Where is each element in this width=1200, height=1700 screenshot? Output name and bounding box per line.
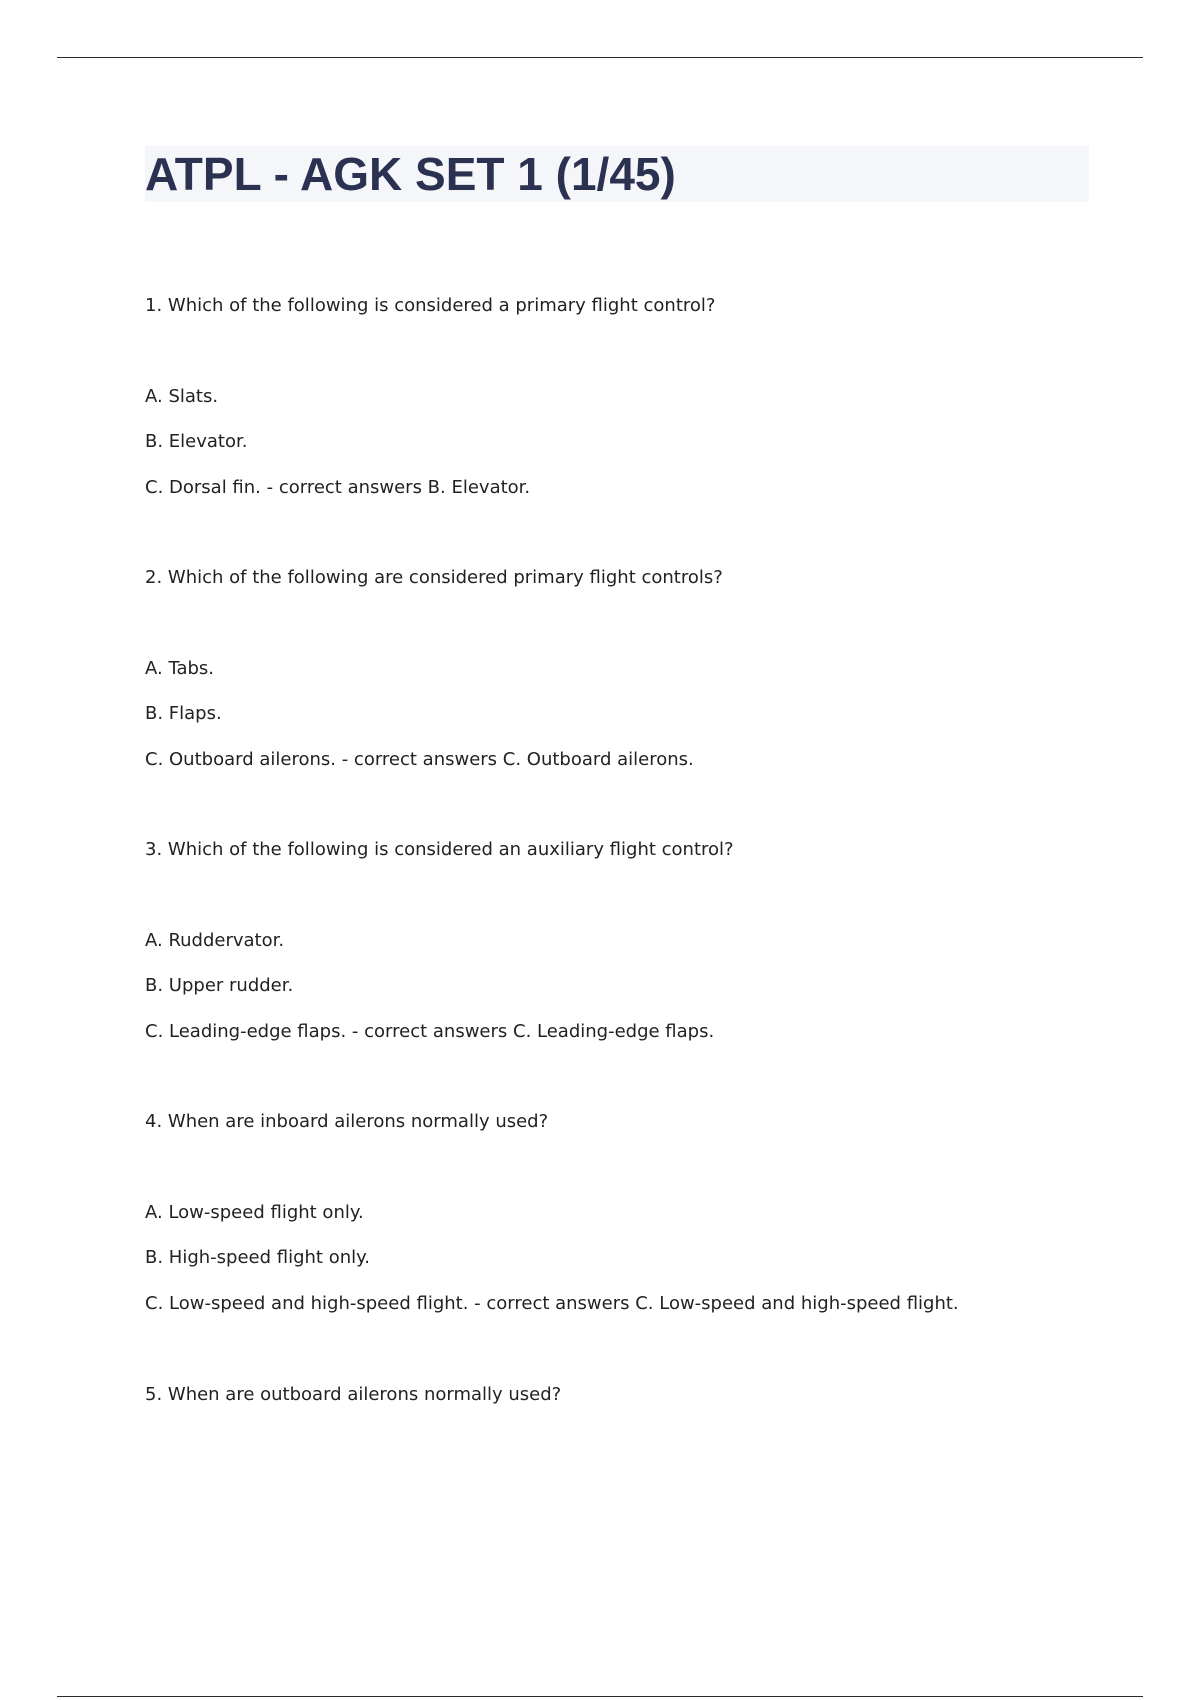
option-c-with-answer: C. Leading-edge flaps. - correct answers C. Leading-edge flaps. [145, 1021, 715, 1042]
question-text: 4. When are inboard ailerons normally used? [145, 1111, 549, 1132]
bottom-divider [57, 1696, 1143, 1697]
option-b: B. Flaps. [145, 703, 222, 724]
top-divider [57, 57, 1143, 58]
question-text: 1. Which of the following is considered a primary flight control? [145, 295, 716, 316]
question-text: 3. Which of the following is considered an auxiliary flight control? [145, 839, 734, 860]
question-text: 5. When are outboard ailerons normally used? [145, 1384, 562, 1405]
option-a: A. Ruddervator. [145, 930, 285, 951]
option-b: B. Elevator. [145, 431, 248, 452]
option-a: A. Low-speed flight only. [145, 1202, 364, 1223]
question-text: 2. Which of the following are considered primary flight controls? [145, 567, 723, 588]
document-title: ATPL - AGK SET 1 (1/45) [145, 148, 676, 200]
option-a: A. Tabs. [145, 658, 215, 679]
option-c-with-answer: C. Dorsal fin. - correct answers B. Elevator. [145, 477, 531, 498]
option-b: B. Upper rudder. [145, 975, 294, 996]
option-c-with-answer: C. Low-speed and high-speed flight. - correct answers C. Low-speed and high-speed flight. [145, 1293, 959, 1314]
option-b: B. High-speed flight only. [145, 1247, 370, 1268]
option-c-with-answer: C. Outboard ailerons. - correct answers C. Outboard ailerons. [145, 749, 694, 770]
option-a: A. Slats. [145, 386, 219, 407]
